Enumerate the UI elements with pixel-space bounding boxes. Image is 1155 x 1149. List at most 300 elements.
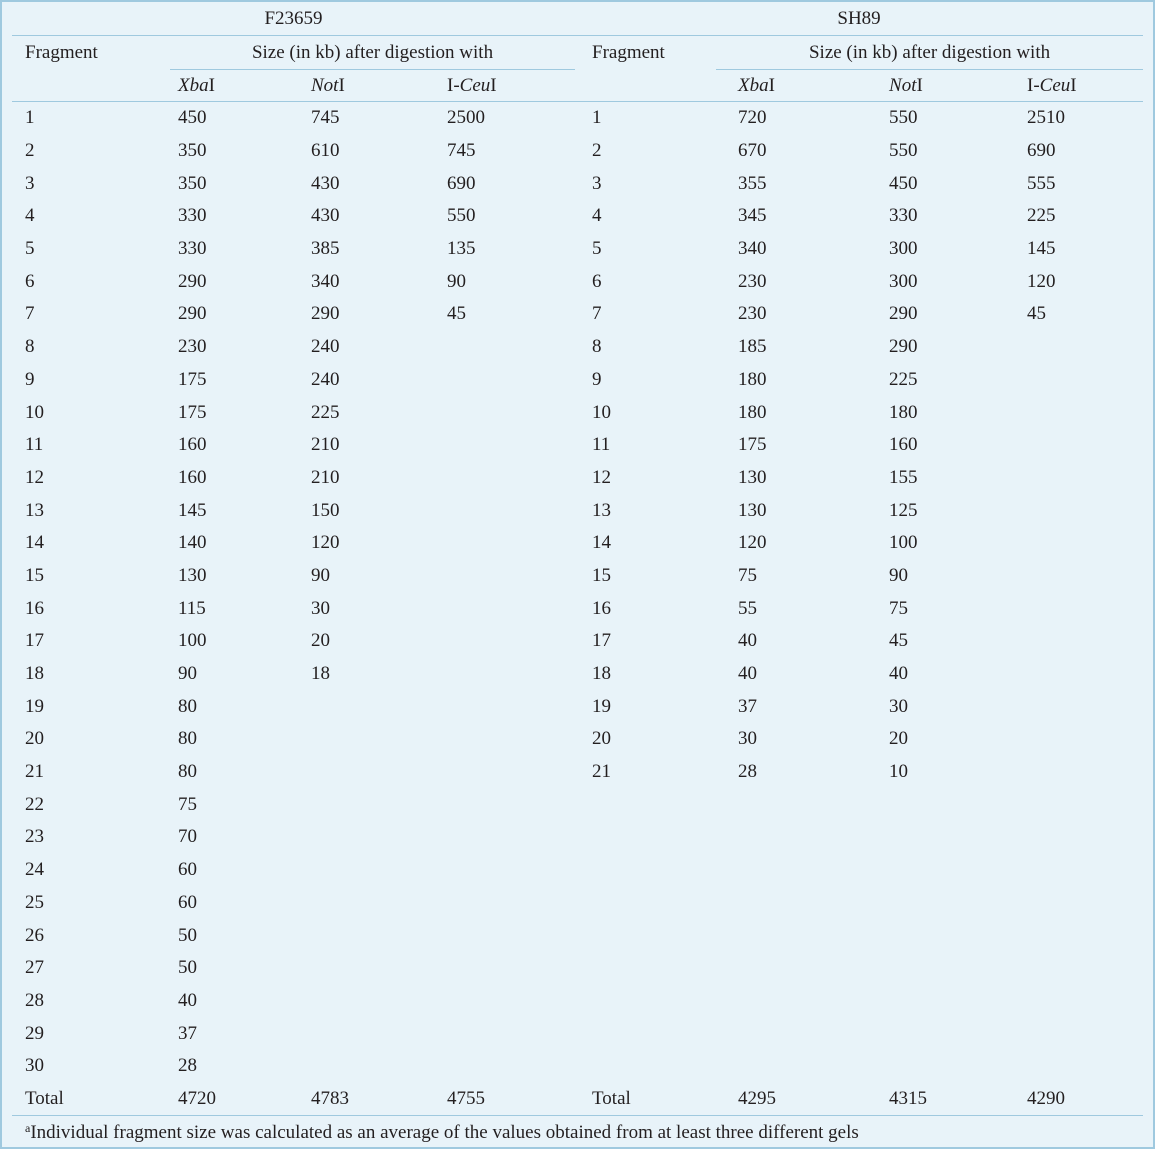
iceui-size-right: [1007, 919, 1143, 952]
xbai-size-left: 175: [178, 368, 207, 390]
xbai-size-left: 50: [178, 957, 197, 979]
iceui-size-left: [443, 592, 575, 625]
noti-size-right: 330: [889, 205, 918, 227]
noti-size-left: 430: [311, 205, 340, 227]
noti-size-right: 300: [889, 238, 918, 260]
table-row: [12, 527, 1143, 560]
noti-size-right: 90: [889, 564, 909, 586]
noti-size-left: 30: [311, 597, 330, 619]
noti-size-left: 210: [311, 434, 340, 456]
noti-size-right: [869, 1017, 1007, 1050]
xbai-size-left: 330: [178, 205, 207, 227]
noti-size-right: 225: [889, 368, 918, 390]
xbai-size-left: 40: [178, 989, 197, 1011]
fragment-size-table: [12, 3, 1143, 1148]
noti-size-right: 4315: [889, 1087, 928, 1109]
table-row: [12, 1050, 1143, 1083]
table-row: [12, 494, 1143, 527]
fragment-number-left: 14: [25, 532, 44, 554]
fragment-number-right: 9: [592, 368, 602, 390]
iceui-size-left: 135: [447, 238, 476, 260]
iceui-size-right: 2510: [1027, 107, 1066, 129]
iceui-size-left: 550: [447, 205, 476, 227]
fragment-number-left: 17: [25, 630, 44, 652]
noti-size-left: [307, 723, 443, 756]
fragment-number-right: 7: [592, 303, 602, 325]
iceui-size-left: 90: [447, 270, 466, 292]
iceui-size-right: [1007, 429, 1143, 462]
iceui-size-left: [443, 821, 575, 854]
iceui-size-right: [1007, 625, 1143, 658]
iceui-size-right: [1007, 756, 1143, 789]
fragment-number-right: 6: [592, 270, 602, 292]
noti-size-right: 40: [889, 663, 909, 685]
fragment-number-right: 17: [592, 630, 612, 652]
fragment-number-left: 28: [25, 989, 44, 1011]
noti-size-right: 550: [889, 140, 918, 162]
fragment-number-right: [575, 854, 716, 887]
iceui-size-right: 45: [1027, 303, 1047, 325]
table-row: [12, 135, 1143, 168]
footnote-row: [12, 1116, 1143, 1149]
fragment-number-left: 24: [25, 859, 44, 881]
fragment-number-left: 30: [25, 1055, 44, 1077]
xbai-size-left: 140: [178, 532, 207, 554]
iceui-size-left: 745: [447, 140, 476, 162]
xbai-size-left: 4720: [178, 1087, 216, 1109]
fragment-header-left: Fragment: [12, 36, 170, 70]
iceui-size-left: [443, 331, 575, 364]
noti-size-left: 340: [311, 270, 340, 292]
noti-size-right: 300: [889, 270, 918, 292]
xbai-size-left: 70: [178, 826, 197, 848]
table-row: [12, 1017, 1143, 1050]
table-row: [12, 429, 1143, 462]
xbai-size-right: 40: [738, 663, 758, 685]
iceui-header-right: I-CeuI: [1007, 70, 1143, 102]
iceui-size-right: 225: [1027, 205, 1056, 227]
iceui-size-right: [1007, 788, 1143, 821]
fragment-number-left: 1: [25, 107, 35, 129]
xbai-size-left: 50: [178, 924, 197, 946]
iceui-size-left: [443, 560, 575, 593]
xbai-size-left: 160: [178, 466, 207, 488]
iceui-size-left: [443, 1017, 575, 1050]
iceui-size-right: [1007, 1017, 1143, 1050]
iceui-size-left: [443, 756, 575, 789]
table-row: [12, 167, 1143, 200]
xbai-size-left: 115: [178, 597, 206, 619]
xbai-size-right: 4295: [738, 1087, 777, 1109]
fragment-number-left: 8: [25, 336, 35, 358]
fragment-number-left: 29: [25, 1022, 44, 1044]
noti-size-right: [869, 985, 1007, 1018]
table-row: [12, 298, 1143, 331]
fragment-number-right: 11: [592, 434, 611, 456]
iceui-size-right: [1007, 690, 1143, 723]
xbai-size-left: 230: [178, 336, 207, 358]
fragment-number-left: 21: [25, 761, 44, 783]
fragment-number-left: 6: [25, 270, 35, 292]
noti-size-right: 180: [889, 401, 918, 423]
iceui-size-left: [443, 854, 575, 887]
xbai-size-left: 75: [178, 793, 197, 815]
xbai-size-right: [716, 985, 869, 1018]
noti-size-left: 18: [311, 663, 330, 685]
xbai-header-left: XbaI: [170, 70, 307, 102]
iceui-size-right: [1007, 560, 1143, 593]
fragment-number-left: 7: [25, 303, 35, 325]
noti-size-right: 45: [889, 630, 909, 652]
fragment-number-right: [575, 821, 716, 854]
noti-size-left: [307, 821, 443, 854]
xbai-size-right: 37: [738, 695, 758, 717]
footnote: [12, 1116, 1143, 1149]
noti-size-left: 20: [311, 630, 330, 652]
table-row: [12, 788, 1143, 821]
xbai-size-right: 180: [738, 368, 767, 390]
table-row: [12, 919, 1143, 952]
strain-name-sh89: SH89: [837, 8, 881, 29]
noti-size-right: 125: [889, 499, 918, 521]
fragment-number-right: 15: [592, 564, 612, 586]
noti-size-left: [307, 756, 443, 789]
noti-size-left: 430: [311, 172, 340, 194]
fragment-number-left: 25: [25, 891, 44, 913]
fragment-number-right: 19: [592, 695, 612, 717]
iceui-size-right: [1007, 723, 1143, 756]
table-row: [12, 821, 1143, 854]
fragment-number-left: 3: [25, 172, 35, 194]
footnote-marker: a: [25, 1120, 31, 1135]
iceui-header-left: I-CeuI: [443, 70, 575, 102]
iceui-size-right: [1007, 658, 1143, 691]
noti-size-right: [869, 1050, 1007, 1083]
fragment-number-left: 22: [25, 793, 44, 815]
xbai-size-left: 145: [178, 499, 207, 521]
fragment-number-right: 16: [592, 597, 612, 619]
xbai-size-right: [716, 821, 869, 854]
xbai-size-left: 160: [178, 434, 207, 456]
xbai-size-right: 175: [738, 434, 767, 456]
xbai-size-left: 175: [178, 401, 207, 423]
fragment-number-left: 18: [25, 663, 44, 685]
fragment-number-left: 9: [25, 368, 35, 390]
xbai-size-left: 80: [178, 695, 197, 717]
iceui-size-left: [443, 919, 575, 952]
fragment-number-left: 11: [25, 434, 44, 456]
fragment-number-left: Total: [25, 1087, 64, 1109]
fragment-header-right: Fragment: [575, 36, 716, 70]
noti-size-left: 150: [311, 499, 340, 521]
xbai-size-right: 355: [738, 172, 767, 194]
fragment-number-left: 26: [25, 924, 44, 946]
fragment-number-right: 8: [592, 336, 602, 358]
fragment-number-left: 20: [25, 728, 44, 750]
table-row: [12, 364, 1143, 397]
iceui-size-left: [443, 429, 575, 462]
iceui-size-left: [443, 985, 575, 1018]
xbai-size-right: 670: [738, 140, 767, 162]
iceui-size-right: [1007, 494, 1143, 527]
xbai-size-left: 60: [178, 891, 197, 913]
strain-name-f23659: F23659: [264, 8, 323, 29]
fragment-number-right: [575, 1050, 716, 1083]
noti-size-right: 10: [889, 761, 909, 783]
fragment-number-right: 14: [592, 532, 612, 554]
total-row: [12, 1083, 1143, 1116]
fragment-number-right: [575, 985, 716, 1018]
strain-header-row: [12, 3, 1143, 36]
iceui-size-left: [443, 364, 575, 397]
fragment-number-right: [575, 1017, 716, 1050]
xbai-size-left: 80: [178, 728, 197, 750]
xbai-size-right: 720: [738, 107, 767, 129]
noti-size-right: [869, 952, 1007, 985]
noti-size-right: 160: [889, 434, 918, 456]
fragment-number-right: 2: [592, 140, 602, 162]
noti-size-right: [869, 919, 1007, 952]
fragment-number-right: 4: [592, 205, 602, 227]
iceui-size-right: [1007, 396, 1143, 429]
noti-size-left: 240: [311, 336, 340, 358]
xbai-size-left: 330: [178, 238, 207, 260]
iceui-size-right: [1007, 331, 1143, 364]
noti-size-left: 240: [311, 368, 340, 390]
iceui-size-right: 4290: [1027, 1087, 1066, 1109]
xbai-size-left: 290: [178, 303, 207, 325]
fragment-number-left: 12: [25, 466, 44, 488]
fragment-number-right: [575, 952, 716, 985]
noti-size-right: [869, 821, 1007, 854]
iceui-size-right: 555: [1027, 172, 1056, 194]
table-row: [12, 331, 1143, 364]
xbai-size-right: [716, 887, 869, 920]
iceui-size-left: [443, 723, 575, 756]
noti-size-left: [307, 887, 443, 920]
fragment-number-right: [575, 887, 716, 920]
iceui-size-left: 690: [447, 172, 476, 194]
fragment-number-right: 3: [592, 172, 602, 194]
noti-size-right: 290: [889, 303, 918, 325]
iceui-size-right: 145: [1027, 238, 1056, 260]
fragment-number-left: 4: [25, 205, 35, 227]
noti-size-left: [307, 1050, 443, 1083]
blank-header-cell: [12, 70, 170, 102]
noti-size-right: 30: [889, 695, 909, 717]
iceui-size-right: [1007, 364, 1143, 397]
table-row: [12, 200, 1143, 233]
xbai-size-right: [716, 788, 869, 821]
xbai-size-right: 130: [738, 466, 767, 488]
iceui-size-left: [443, 690, 575, 723]
noti-size-left: [307, 919, 443, 952]
noti-size-left: 610: [311, 140, 340, 162]
xbai-size-right: 120: [738, 532, 767, 554]
xbai-size-right: 180: [738, 401, 767, 423]
xbai-size-left: 100: [178, 630, 207, 652]
xbai-size-left: 37: [178, 1022, 197, 1044]
xbai-size-right: 28: [738, 761, 758, 783]
iceui-size-right: 120: [1027, 270, 1056, 292]
iceui-size-right: [1007, 592, 1143, 625]
iceui-size-right: [1007, 527, 1143, 560]
xbai-size-left: 350: [178, 140, 207, 162]
xbai-size-right: [716, 952, 869, 985]
fragment-number-left: 10: [25, 401, 44, 423]
iceui-size-left: [443, 494, 575, 527]
table-row: [12, 560, 1143, 593]
table-row: [12, 102, 1143, 135]
iceui-size-left: [443, 1050, 575, 1083]
iceui-size-left: 4755: [447, 1087, 485, 1109]
table-row: [12, 462, 1143, 495]
noti-header-left: NotI: [307, 70, 443, 102]
noti-header-right: NotI: [869, 70, 1007, 102]
noti-size-left: [307, 788, 443, 821]
xbai-size-left: 130: [178, 564, 207, 586]
fragment-number-right: 18: [592, 663, 612, 685]
iceui-size-left: [443, 887, 575, 920]
table-row: [12, 756, 1143, 789]
fragment-number-left: 15: [25, 564, 44, 586]
table-row: [12, 854, 1143, 887]
xbai-size-right: 340: [738, 238, 767, 260]
iceui-size-right: [1007, 462, 1143, 495]
noti-size-left: 90: [311, 564, 330, 586]
fragment-number-right: 5: [592, 238, 602, 260]
noti-size-right: 100: [889, 532, 918, 554]
xbai-size-left: 60: [178, 859, 197, 881]
noti-size-right: 20: [889, 728, 909, 750]
xbai-size-left: 28: [178, 1055, 197, 1077]
fragment-number-right: Total: [592, 1087, 631, 1109]
footnote-text: Individual fragment size was calculated as an average of the values obtained from at least three different gels: [30, 1121, 859, 1143]
table-body: [12, 102, 1143, 1116]
table-row: [12, 985, 1143, 1018]
noti-size-left: 290: [311, 303, 340, 325]
noti-size-left: 385: [311, 238, 340, 260]
fragment-number-left: 13: [25, 499, 44, 521]
blank-header-cell: [575, 70, 716, 102]
size-header-right: Size (in kb) after digestion with: [716, 36, 1143, 70]
noti-size-right: 550: [889, 107, 918, 129]
fragment-number-right: 13: [592, 499, 612, 521]
noti-size-left: 745: [311, 107, 340, 129]
noti-size-right: 75: [889, 597, 909, 619]
iceui-size-left: [443, 462, 575, 495]
xbai-size-right: 40: [738, 630, 758, 652]
table-row: [12, 625, 1143, 658]
noti-size-left: [307, 854, 443, 887]
xbai-size-left: 450: [178, 107, 207, 129]
noti-size-right: 155: [889, 466, 918, 488]
noti-size-left: [307, 690, 443, 723]
iceui-size-left: [443, 396, 575, 429]
xbai-size-right: 185: [738, 336, 767, 358]
iceui-size-right: [1007, 854, 1143, 887]
table-row: [12, 723, 1143, 756]
fragment-number-right: [575, 788, 716, 821]
table-row: [12, 396, 1143, 429]
fragment-number-left: 19: [25, 695, 44, 717]
iceui-size-left: [443, 952, 575, 985]
fragment-number-left: 5: [25, 238, 35, 260]
noti-size-left: 4783: [311, 1087, 349, 1109]
xbai-size-right: 230: [738, 270, 767, 292]
noti-size-left: [307, 952, 443, 985]
xbai-size-right: 345: [738, 205, 767, 227]
iceui-size-right: [1007, 1050, 1143, 1083]
iceui-size-left: [443, 625, 575, 658]
noti-size-left: 120: [311, 532, 340, 554]
xbai-size-right: 30: [738, 728, 758, 750]
xbai-size-left: 90: [178, 663, 197, 685]
xbai-header-right: XbaI: [716, 70, 869, 102]
table-row: [12, 265, 1143, 298]
xbai-size-right: 75: [738, 564, 758, 586]
fragment-number-left: 27: [25, 957, 44, 979]
table-row: [12, 690, 1143, 723]
xbai-size-right: [716, 854, 869, 887]
fragment-number-right: 12: [592, 466, 612, 488]
noti-size-left: 210: [311, 466, 340, 488]
fragment-number-left: 23: [25, 826, 44, 848]
table-row: [12, 887, 1143, 920]
iceui-size-right: [1007, 985, 1143, 1018]
xbai-size-right: [716, 919, 869, 952]
iceui-size-right: [1007, 887, 1143, 920]
noti-size-left: [307, 985, 443, 1018]
fragment-number-right: [575, 919, 716, 952]
table-row: [12, 592, 1143, 625]
noti-size-right: [869, 887, 1007, 920]
iceui-size-left: [443, 527, 575, 560]
fragment-number-left: 16: [25, 597, 44, 619]
size-header-left: Size (in kb) after digestion with: [170, 36, 575, 70]
enzyme-header-row: [12, 70, 1143, 102]
iceui-size-left: 45: [447, 303, 466, 325]
fragment-number-right: 1: [592, 107, 602, 129]
noti-size-right: 450: [889, 172, 918, 194]
noti-size-right: 290: [889, 336, 918, 358]
table-row: [12, 658, 1143, 691]
fragment-number-left: 2: [25, 140, 35, 162]
iceui-size-left: 2500: [447, 107, 485, 129]
xbai-size-right: 55: [738, 597, 758, 619]
table-row: [12, 233, 1143, 266]
noti-size-right: [869, 788, 1007, 821]
xbai-size-left: 80: [178, 761, 197, 783]
noti-size-left: [307, 1017, 443, 1050]
xbai-size-right: [716, 1017, 869, 1050]
column-group-header-row: [12, 36, 1143, 70]
iceui-size-right: [1007, 952, 1143, 985]
xbai-size-right: 130: [738, 499, 767, 521]
noti-size-right: [869, 854, 1007, 887]
fragment-number-right: 21: [592, 761, 612, 783]
iceui-size-left: [443, 658, 575, 691]
xbai-size-right: [716, 1050, 869, 1083]
iceui-size-right: [1007, 821, 1143, 854]
fragment-number-right: 20: [592, 728, 612, 750]
xbai-size-left: 290: [178, 270, 207, 292]
iceui-size-left: [443, 788, 575, 821]
table-row: [12, 952, 1143, 985]
xbai-size-right: 230: [738, 303, 767, 325]
iceui-size-right: 690: [1027, 140, 1056, 162]
xbai-size-left: 350: [178, 172, 207, 194]
